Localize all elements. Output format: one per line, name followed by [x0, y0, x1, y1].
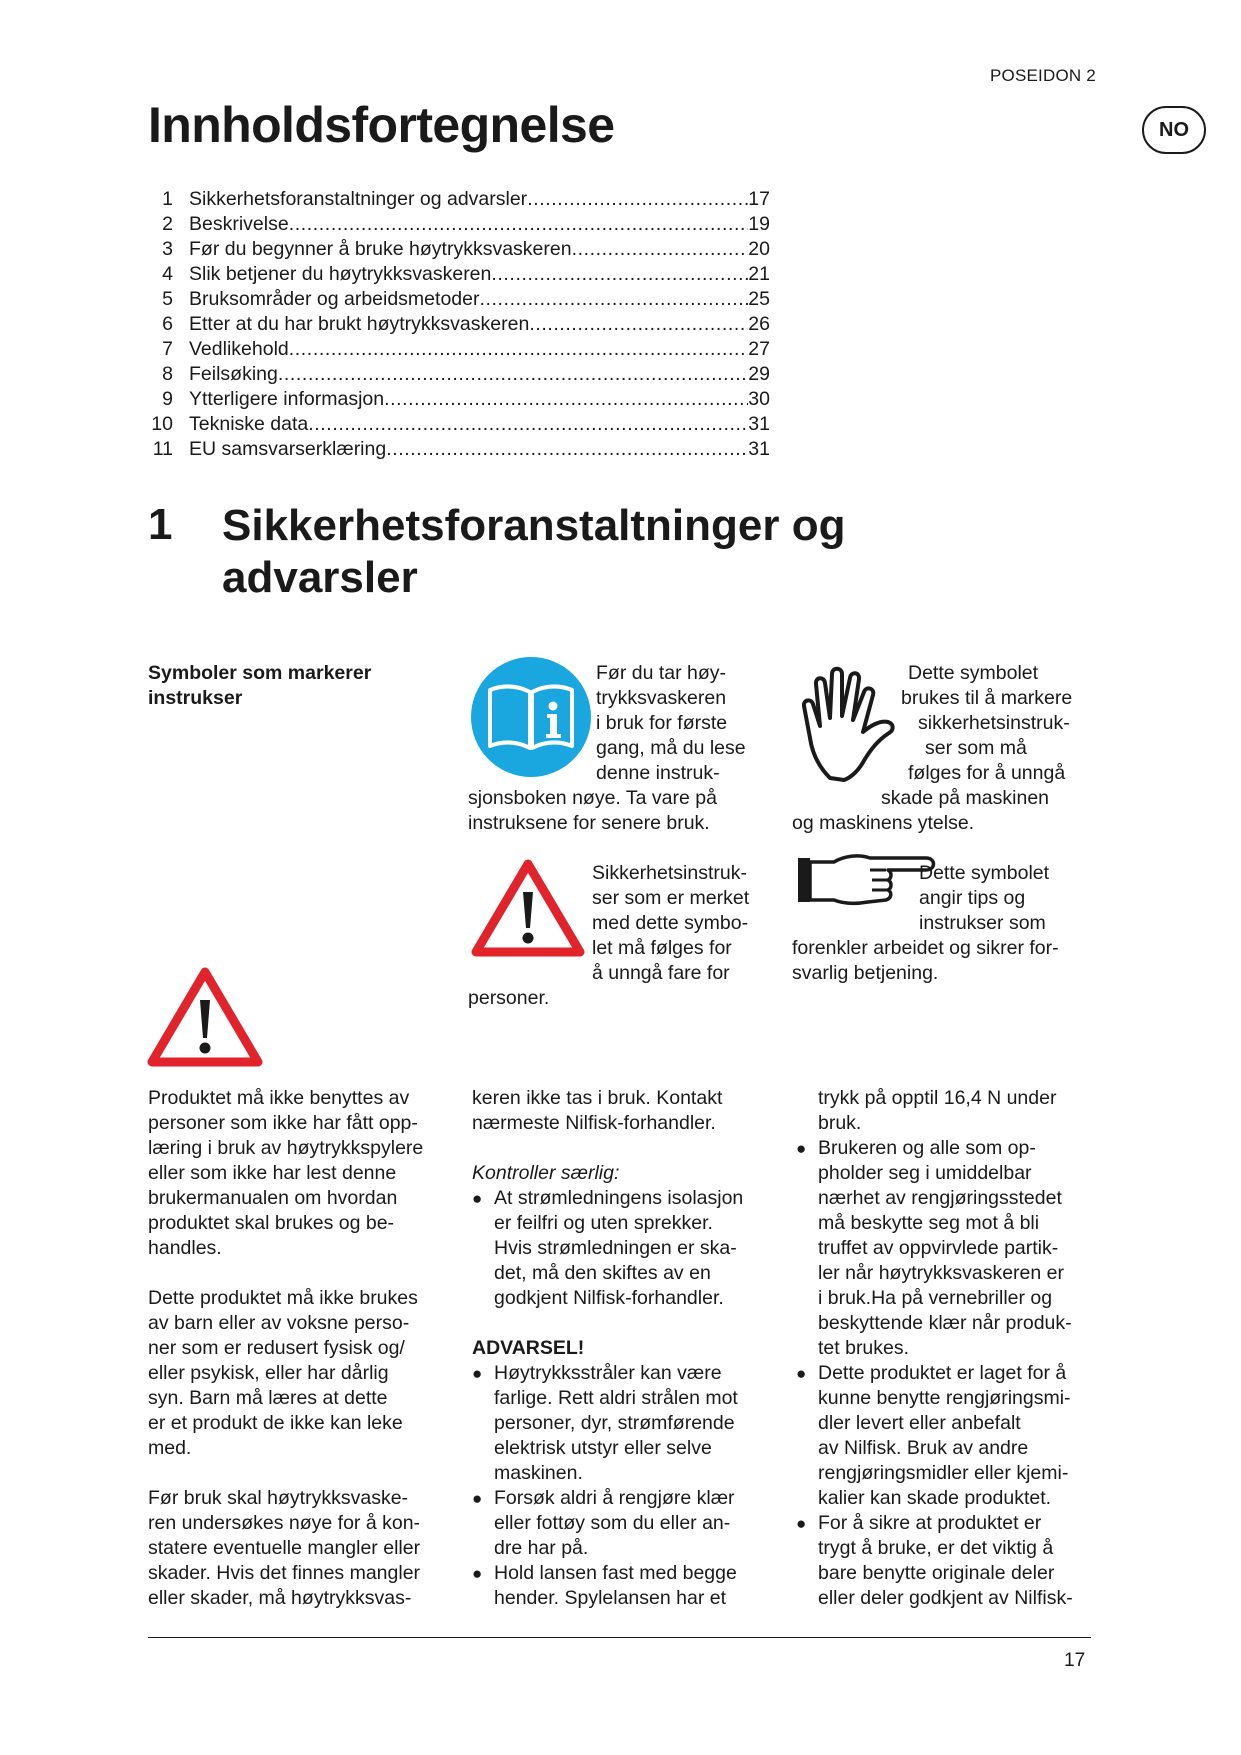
toc-entry-label: Ytterligere informasjon: [189, 388, 385, 410]
toc-entry-number: 9: [162, 388, 173, 410]
toc-entry-label: Sikkerhetsforanstaltninger og advarsler: [189, 188, 528, 210]
toc-leader-dots: [479, 288, 748, 311]
bullet-icon: ●: [472, 1364, 483, 1383]
bullet-icon: ●: [472, 1564, 483, 1583]
toc-entry-label: EU samsvarserklæring: [189, 438, 387, 460]
body-column-2: [472, 1086, 772, 1611]
check-heading: Kontroller særlig:: [472, 1162, 620, 1184]
toc-entry[interactable]: [145, 438, 770, 463]
toc-entry-number: 10: [151, 413, 173, 435]
paragraph: trykk på opptil 16,4 N under bruk.: [818, 1087, 1057, 1134]
bullet-item: [472, 1361, 772, 1486]
info-book-icon: [470, 656, 592, 778]
stop-hand-text-line: ser som må: [925, 737, 1027, 759]
toc-entry-label: Feilsøking: [189, 363, 278, 385]
tip-symbol-text: Dette symbolet angir tips og instrukser som: [919, 862, 1050, 934]
toc-entry[interactable]: [145, 313, 770, 338]
paragraph: keren ikke tas i bruk. Kontakt nærmeste Nilfisk-forhandler.: [472, 1087, 723, 1134]
toc-entry-label: Beskrivelse: [189, 213, 289, 235]
product-name: POSEIDON 2: [990, 66, 1096, 85]
tip-symbol-text-continued: forenkler arbeidet og sikrer for- svarlig betjening.: [792, 937, 1059, 984]
toc-entry-page: 21: [748, 263, 770, 285]
toc-leader-dots: [384, 388, 748, 411]
stop-hand-text-line: sikkerhetsinstruk-: [918, 712, 1070, 734]
toc-entry-label: Etter at du har brukt høytrykksvaskeren: [189, 313, 530, 335]
read-manual-text: Før du tar høy- trykksvaskeren i bruk for første gang, må du lese denne instruk-: [596, 662, 746, 784]
bullet-text: For å sikre at produktet er trygt å bruke, er det viktig å bare benytte originale deler eller deler godkjent av Nilfisk-: [818, 1512, 1073, 1609]
bullet-icon: ●: [796, 1364, 807, 1383]
bullet-item: [472, 1486, 772, 1561]
paragraph: Før bruk skal høytrykksvaske- ren undersøkes nøye for å kon- statere eventuelle mangler eller skader. Hvis det finnes mangler eller skader, må høytrykksvas-: [148, 1487, 421, 1609]
body-column-1: [148, 1086, 453, 1636]
toc-leader-dots: [308, 413, 748, 436]
bullet-item: [472, 1186, 772, 1311]
toc-entry[interactable]: [145, 263, 770, 288]
section-number: 1: [148, 500, 173, 549]
language-badge: NO: [1142, 106, 1206, 154]
toc-entry-page: 20: [748, 238, 770, 260]
toc-entry-page: 30: [748, 388, 770, 410]
stop-hand-text-line: brukes til å markere: [901, 687, 1073, 709]
toc-title: Innholdsfortegnelse: [148, 97, 615, 153]
toc-entry-number: 6: [162, 313, 173, 335]
toc-entry-number: 7: [162, 338, 173, 360]
toc-entry-number: 2: [162, 213, 173, 235]
toc-entry-label: Bruksområder og arbeidsmetoder: [189, 288, 480, 310]
toc-leader-dots: [527, 188, 748, 211]
stop-hand-text-line: og maskinens ytelse.: [792, 812, 975, 834]
toc-entry-page: 31: [748, 413, 770, 435]
bullet-item: [796, 1511, 1096, 1611]
toc-entry[interactable]: [145, 338, 770, 363]
read-manual-text-continued: sjonsboken nøye. Ta vare på instruksene for senere bruk.: [468, 787, 717, 834]
toc-leader-dots: [278, 363, 748, 386]
toc-leader-dots: [572, 238, 749, 261]
stop-hand-text-line: skade på maskinen: [881, 787, 1050, 809]
toc-entry[interactable]: [145, 213, 770, 238]
toc-entry-number: 11: [152, 438, 173, 460]
stop-hand-text-line: følges for å unngå: [908, 762, 1066, 784]
bullet-text: Hold lansen fast med begge hender. Spylelansen har et: [494, 1562, 737, 1609]
toc-entry-page: 19: [748, 213, 770, 235]
page-number: 17: [1064, 1650, 1086, 1671]
symbols-subheading: Symboler som markerer instrukser: [148, 662, 372, 709]
bullet-text: Dette produktet er laget for å kunne benytte rengjøringsmi- dler levert eller anbefalt av Nilfisk. Bruk av andre rengjøringsmidler eller kjemi- kalier kan skade produktet.: [818, 1362, 1071, 1509]
toc-entry-label: Tekniske data: [189, 413, 309, 435]
toc-entry-number: 1: [162, 188, 173, 210]
toc-leader-dots: [289, 338, 749, 361]
table-of-contents: [145, 188, 770, 463]
toc-entry-number: 8: [162, 363, 173, 385]
toc-entry[interactable]: [145, 388, 770, 413]
stop-hand-text-line: Dette symbolet: [908, 662, 1039, 684]
body-column-3: [796, 1086, 1096, 1611]
bullet-text: Forsøk aldri å rengjøre klær eller fottøy som du eller an- dre har på.: [494, 1487, 735, 1559]
toc-entry-page: 29: [748, 363, 770, 385]
bullet-text: At strømledningens isolasjon er feilfri og uten sprekker. Hvis strømledningen er ska- det, må den skiftes av en godkjent Nilfisk-forhandler.: [494, 1187, 744, 1309]
bullet-text: Høytrykksstråler kan være farlige. Rett aldri strålen mot personer, dyr, strømførende elektrisk utstyr eller selve maskinen.: [494, 1362, 738, 1484]
footer-divider: [148, 1637, 1091, 1638]
toc-entry[interactable]: [145, 238, 770, 263]
section-title: Sikkerhetsforanstaltninger og advarsler: [222, 501, 846, 602]
toc-entry-page: 17: [748, 188, 770, 210]
toc-entry-page: 26: [748, 313, 770, 335]
toc-entry-number: 3: [162, 238, 173, 260]
stop-hand-icon: [800, 666, 900, 786]
warning-symbol-text: Sikkerhetsinstruk- ser som er merket med dette symbo- let må følges for å unngå fare for: [592, 862, 750, 984]
paragraph: Produktet må ikke benyttes av personer som ikke har fått opp- læring i bruk av høytrykkspylere eller som ikke har lest denne brukermanualen om hvordan produktet skal brukes og be- handles.: [148, 1087, 424, 1259]
toc-entry-page: 27: [748, 338, 770, 360]
toc-leader-dots: [491, 263, 748, 286]
paragraph: Dette produktet må ikke brukes av barn eller av voksne perso- ner som er redusert fysisk og/ eller psykisk, eller har dårlig syn. Barn må læres at dette er et produkt de ikke kan leke med.: [148, 1287, 418, 1459]
bullet-item: [472, 1561, 772, 1611]
warning-heading: ADVARSEL!: [472, 1337, 585, 1359]
toc-entry-page: 31: [748, 438, 770, 460]
toc-leader-dots: [386, 438, 748, 461]
toc-leader-dots: [529, 313, 748, 336]
bullet-item: [796, 1361, 1096, 1511]
warning-symbol-text-continued: personer.: [468, 987, 550, 1009]
warning-triangle-icon: [146, 966, 264, 1068]
warning-triangle-icon: [470, 858, 586, 958]
toc-entry-number: 5: [162, 288, 173, 310]
bullet-text: Brukeren og alle som op- pholder seg i umiddelbar nærhet av rengjøringsstedet må beskytte seg mot å bli truffet av oppvirvlede partik- ler når høytrykksvaskeren er i bruk.Ha på vernebriller og beskyttende klær når produk- tet brukes.: [818, 1137, 1072, 1359]
toc-leader-dots: [289, 213, 749, 236]
toc-entry-label: Vedlikehold: [189, 338, 289, 360]
toc-entry-number: 4: [162, 263, 173, 285]
toc-entry-page: 25: [748, 288, 770, 310]
toc-entry[interactable]: [145, 188, 770, 213]
bullet-item: [796, 1136, 1096, 1361]
bullet-icon: ●: [472, 1489, 483, 1508]
bullet-icon: ●: [472, 1189, 483, 1208]
toc-entry-label: Før du begynner å bruke høytrykksvaskeren: [189, 238, 572, 260]
toc-entry[interactable]: [145, 363, 770, 388]
toc-entry[interactable]: [145, 413, 770, 438]
bullet-icon: ●: [796, 1139, 807, 1158]
bullet-icon: ●: [796, 1514, 807, 1533]
toc-entry[interactable]: [145, 288, 770, 313]
toc-entry-label: Slik betjener du høytrykksvaskeren: [189, 263, 492, 285]
